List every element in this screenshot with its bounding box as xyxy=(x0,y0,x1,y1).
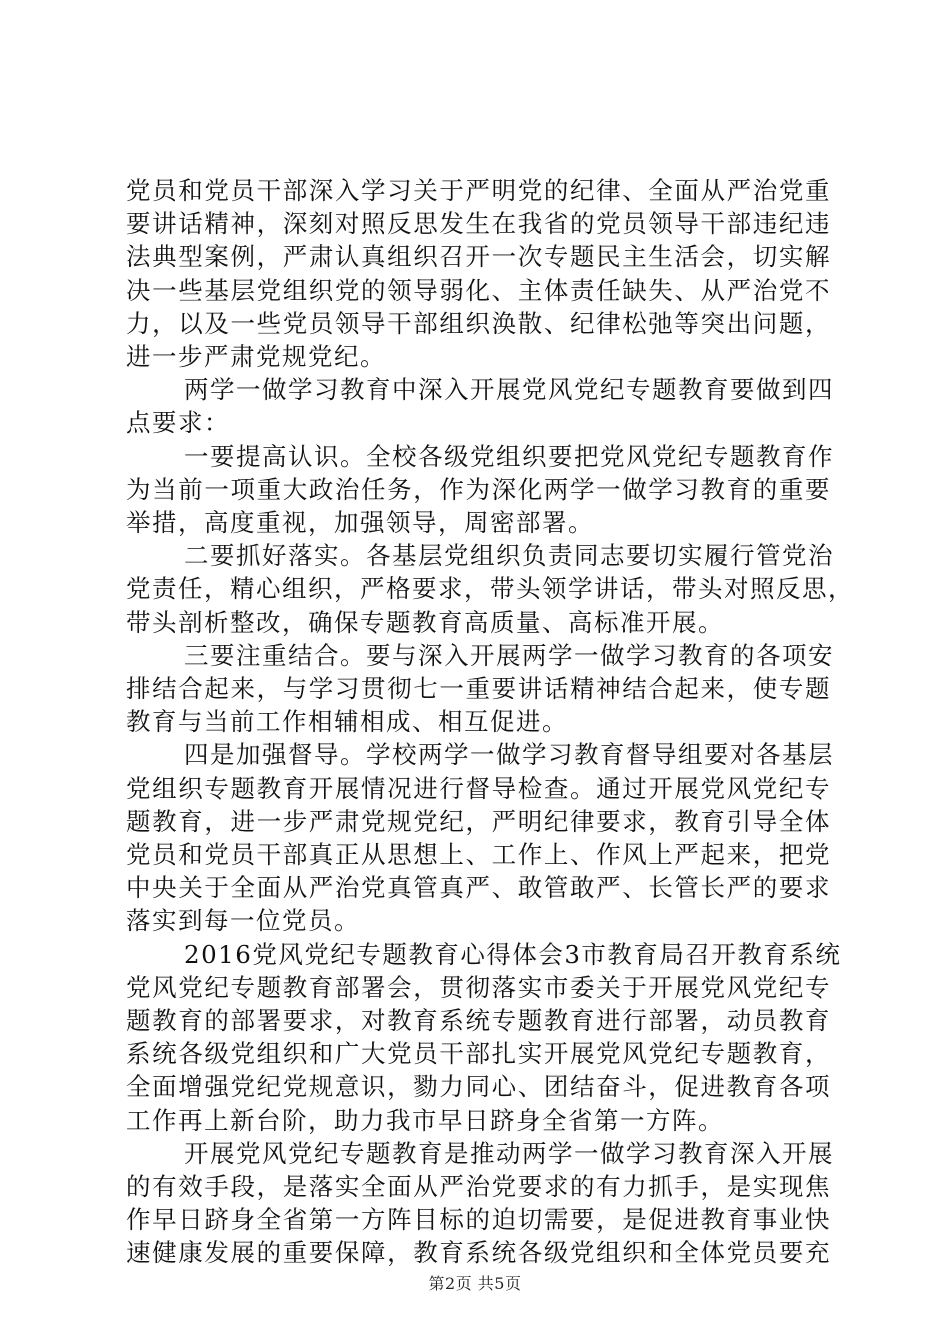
page-number-footer: 第2页 共5页 xyxy=(428,1274,522,1293)
text-line: 党员和党员干部真正从思想上、工作上、作风上严起来，把党 xyxy=(126,840,831,869)
paragraph-first-line: 两学一做学习教育中深入开展党风党纪专题教育要做到四 xyxy=(184,375,834,405)
text-line: 题教育，进一步严肃党规党纪，严明纪律要求，教育引导全体 xyxy=(126,806,831,836)
text-line: 带头剖析整改，确保专题教育高质量、高标准开展。 xyxy=(126,607,724,637)
text-line: 举措，高度重视，加强领导，周密部署。 xyxy=(126,508,594,537)
text-line: 党组织专题教育开展情况进行督导检查。通过开展党风党纪专 xyxy=(126,773,831,803)
text-line: 力，以及一些党员领导干部组织涣散、纪律松弛等突出问题， xyxy=(126,308,831,338)
paragraph-first-line: 开展党风党纪专题教育是推动两学一做学习教育深入开展 xyxy=(184,1138,834,1168)
paragraph-first-line: 四是加强督导。学校两学一做学习教育督导组要对各基层 xyxy=(184,740,834,770)
paragraph-first-line: 2016党风党纪专题教育心得体会3市教育局召开教育系统 xyxy=(184,939,842,969)
text-line: 为当前一项重大政治任务，作为深化两学一做学习教育的重要 xyxy=(126,474,831,504)
text-line: 的有效手段，是落实全面从严治党要求的有力抓手，是实现焦 xyxy=(126,1172,831,1201)
text-line: 点要求： xyxy=(126,408,230,438)
text-line: 要讲话精神，深刻对照反思发生在我省的党员领导干部违纪违 xyxy=(126,209,831,239)
text-line: 党责任，精心组织，严格要求，带头领学讲话，带头对照反思， xyxy=(126,574,854,604)
text-line: 排结合起来，与学习贯彻七一重要讲话精神结合起来，使专题 xyxy=(126,674,831,703)
text-line: 系统各级党组织和广大党员干部扎实开展党风党纪专题教育， xyxy=(126,1039,831,1069)
text-line: 题教育的部署要求，对教育系统专题教育进行部署，动员教育 xyxy=(126,1006,831,1035)
text-line: 法典型案例，严肃认真组织召开一次专题民主生活会，切实解 xyxy=(126,242,831,272)
text-line: 落实到每一位党员。 xyxy=(126,906,360,936)
text-line: 党员和党员干部深入学习关于严明党的纪律、全面从严治党重 xyxy=(126,176,831,205)
text-line: 全面增强党纪党规意识，勠力同心、团结奋斗，促进教育各项 xyxy=(126,1072,831,1102)
text-line: 速健康发展的重要保障，教育系统各级党组织和全体党员要充 xyxy=(126,1238,831,1268)
text-line: 工作再上新台阶，助力我市早日跻身全省第一方阵。 xyxy=(126,1105,724,1135)
text-line: 中央关于全面从严治党真管真严、敢管敢严、长管长严的要求 xyxy=(126,873,831,903)
paragraph-first-line: 二要抓好落实。各基层党组织负责同志要切实履行管党治 xyxy=(184,541,834,571)
text-line: 决一些基层党组织党的领导弱化、主体责任缺失、从严治党不 xyxy=(126,275,831,305)
text-line: 进一步严肃党规党纪。 xyxy=(126,342,386,371)
text-line: 作早日跻身全省第一方阵目标的迫切需要，是促进教育事业快 xyxy=(126,1205,831,1235)
text-line: 党风党纪专题教育部署会，贯彻落实市委关于开展党风党纪专 xyxy=(126,972,831,1002)
paragraph-first-line: 一要提高认识。全校各级党组织要把党风党纪专题教育作 xyxy=(184,441,834,471)
text-line: 教育与当前工作相辅相成、相互促进。 xyxy=(126,707,568,737)
paragraph-first-line: 三要注重结合。要与深入开展两学一做学习教育的各项安 xyxy=(184,640,834,670)
